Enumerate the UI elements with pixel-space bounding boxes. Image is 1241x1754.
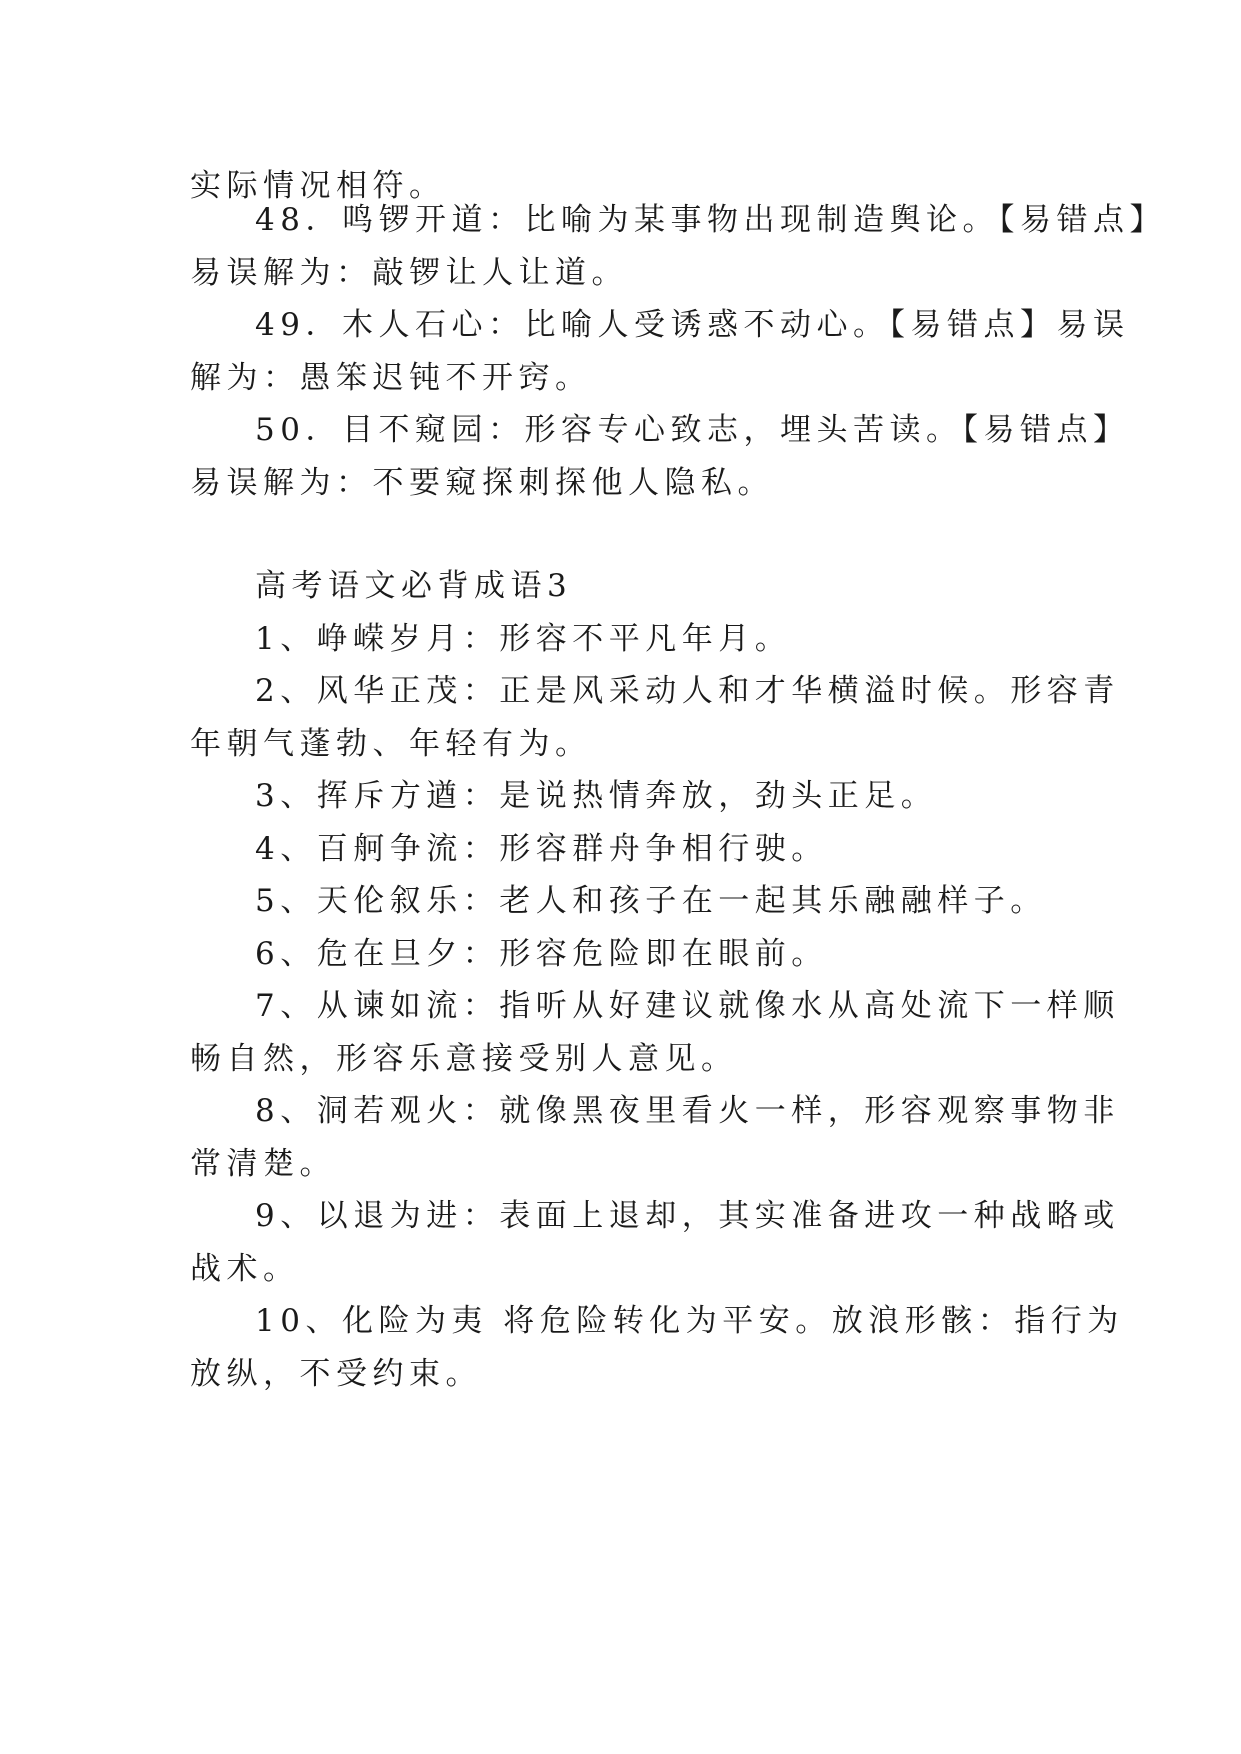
idiom-1: 1、峥嵘岁月：形容不平凡年月。: [255, 621, 792, 657]
idiom-10-line-2: 放纵，不受约束。: [190, 1356, 482, 1392]
idiom-49-line-2: 解为：愚笨迟钝不开窍。: [190, 360, 592, 396]
idiom-7-line-1: 7、从谏如流：指听从好建议就像水从高处流下一样顺: [255, 988, 1120, 1024]
idiom-50-line-1: 50．目不窥园：形容专心致志，埋头苦读。【易错点】: [255, 412, 1130, 448]
idiom-49-line-1: 49．木人石心：比喻人受诱惑不动心。【易错点】易误: [255, 307, 1130, 343]
idiom-2-line-2: 年朝气蓬勃、年轻有为。: [190, 726, 592, 762]
idiom-48-line-1: 48．鸣锣开道：比喻为某事物出现制造舆论。【易错点】: [255, 202, 1166, 238]
idiom-3: 3、挥斥方遒：是说热情奔放，劲头正足。: [255, 778, 938, 814]
idiom-4: 4、百舸争流：形容群舟争相行驶。: [255, 831, 828, 867]
idiom-8-line-2: 常清楚。: [190, 1146, 336, 1182]
idiom-9-line-1: 9、以退为进：表面上退却，其实准备进攻一种战略或: [255, 1198, 1120, 1234]
idiom-50-line-2: 易误解为：不要窥探刺探他人隐私。: [190, 465, 774, 501]
idiom-2-line-1: 2、风华正茂：正是风采动人和才华横溢时候。形容青: [255, 673, 1120, 709]
text-line-continuation: 实际情况相符。: [190, 168, 446, 204]
idiom-5: 5、天伦叙乐：老人和孩子在一起其乐融融样子。: [255, 883, 1047, 919]
idiom-7-line-2: 畅自然，形容乐意接受别人意见。: [190, 1041, 738, 1077]
idiom-9-line-2: 战术。: [190, 1251, 300, 1287]
section-heading: 高考语文必背成语3: [255, 568, 573, 604]
idiom-8-line-1: 8、洞若观火：就像黑夜里看火一样，形容观察事物非: [255, 1093, 1120, 1129]
idiom-48-line-2: 易误解为：敲锣让人让道。: [190, 255, 628, 291]
idiom-10-line-1: 10、化险为夷 将危险转化为平安。放浪形骸：指行为: [255, 1303, 1124, 1339]
idiom-6: 6、危在旦夕：形容危险即在眼前。: [255, 936, 828, 972]
